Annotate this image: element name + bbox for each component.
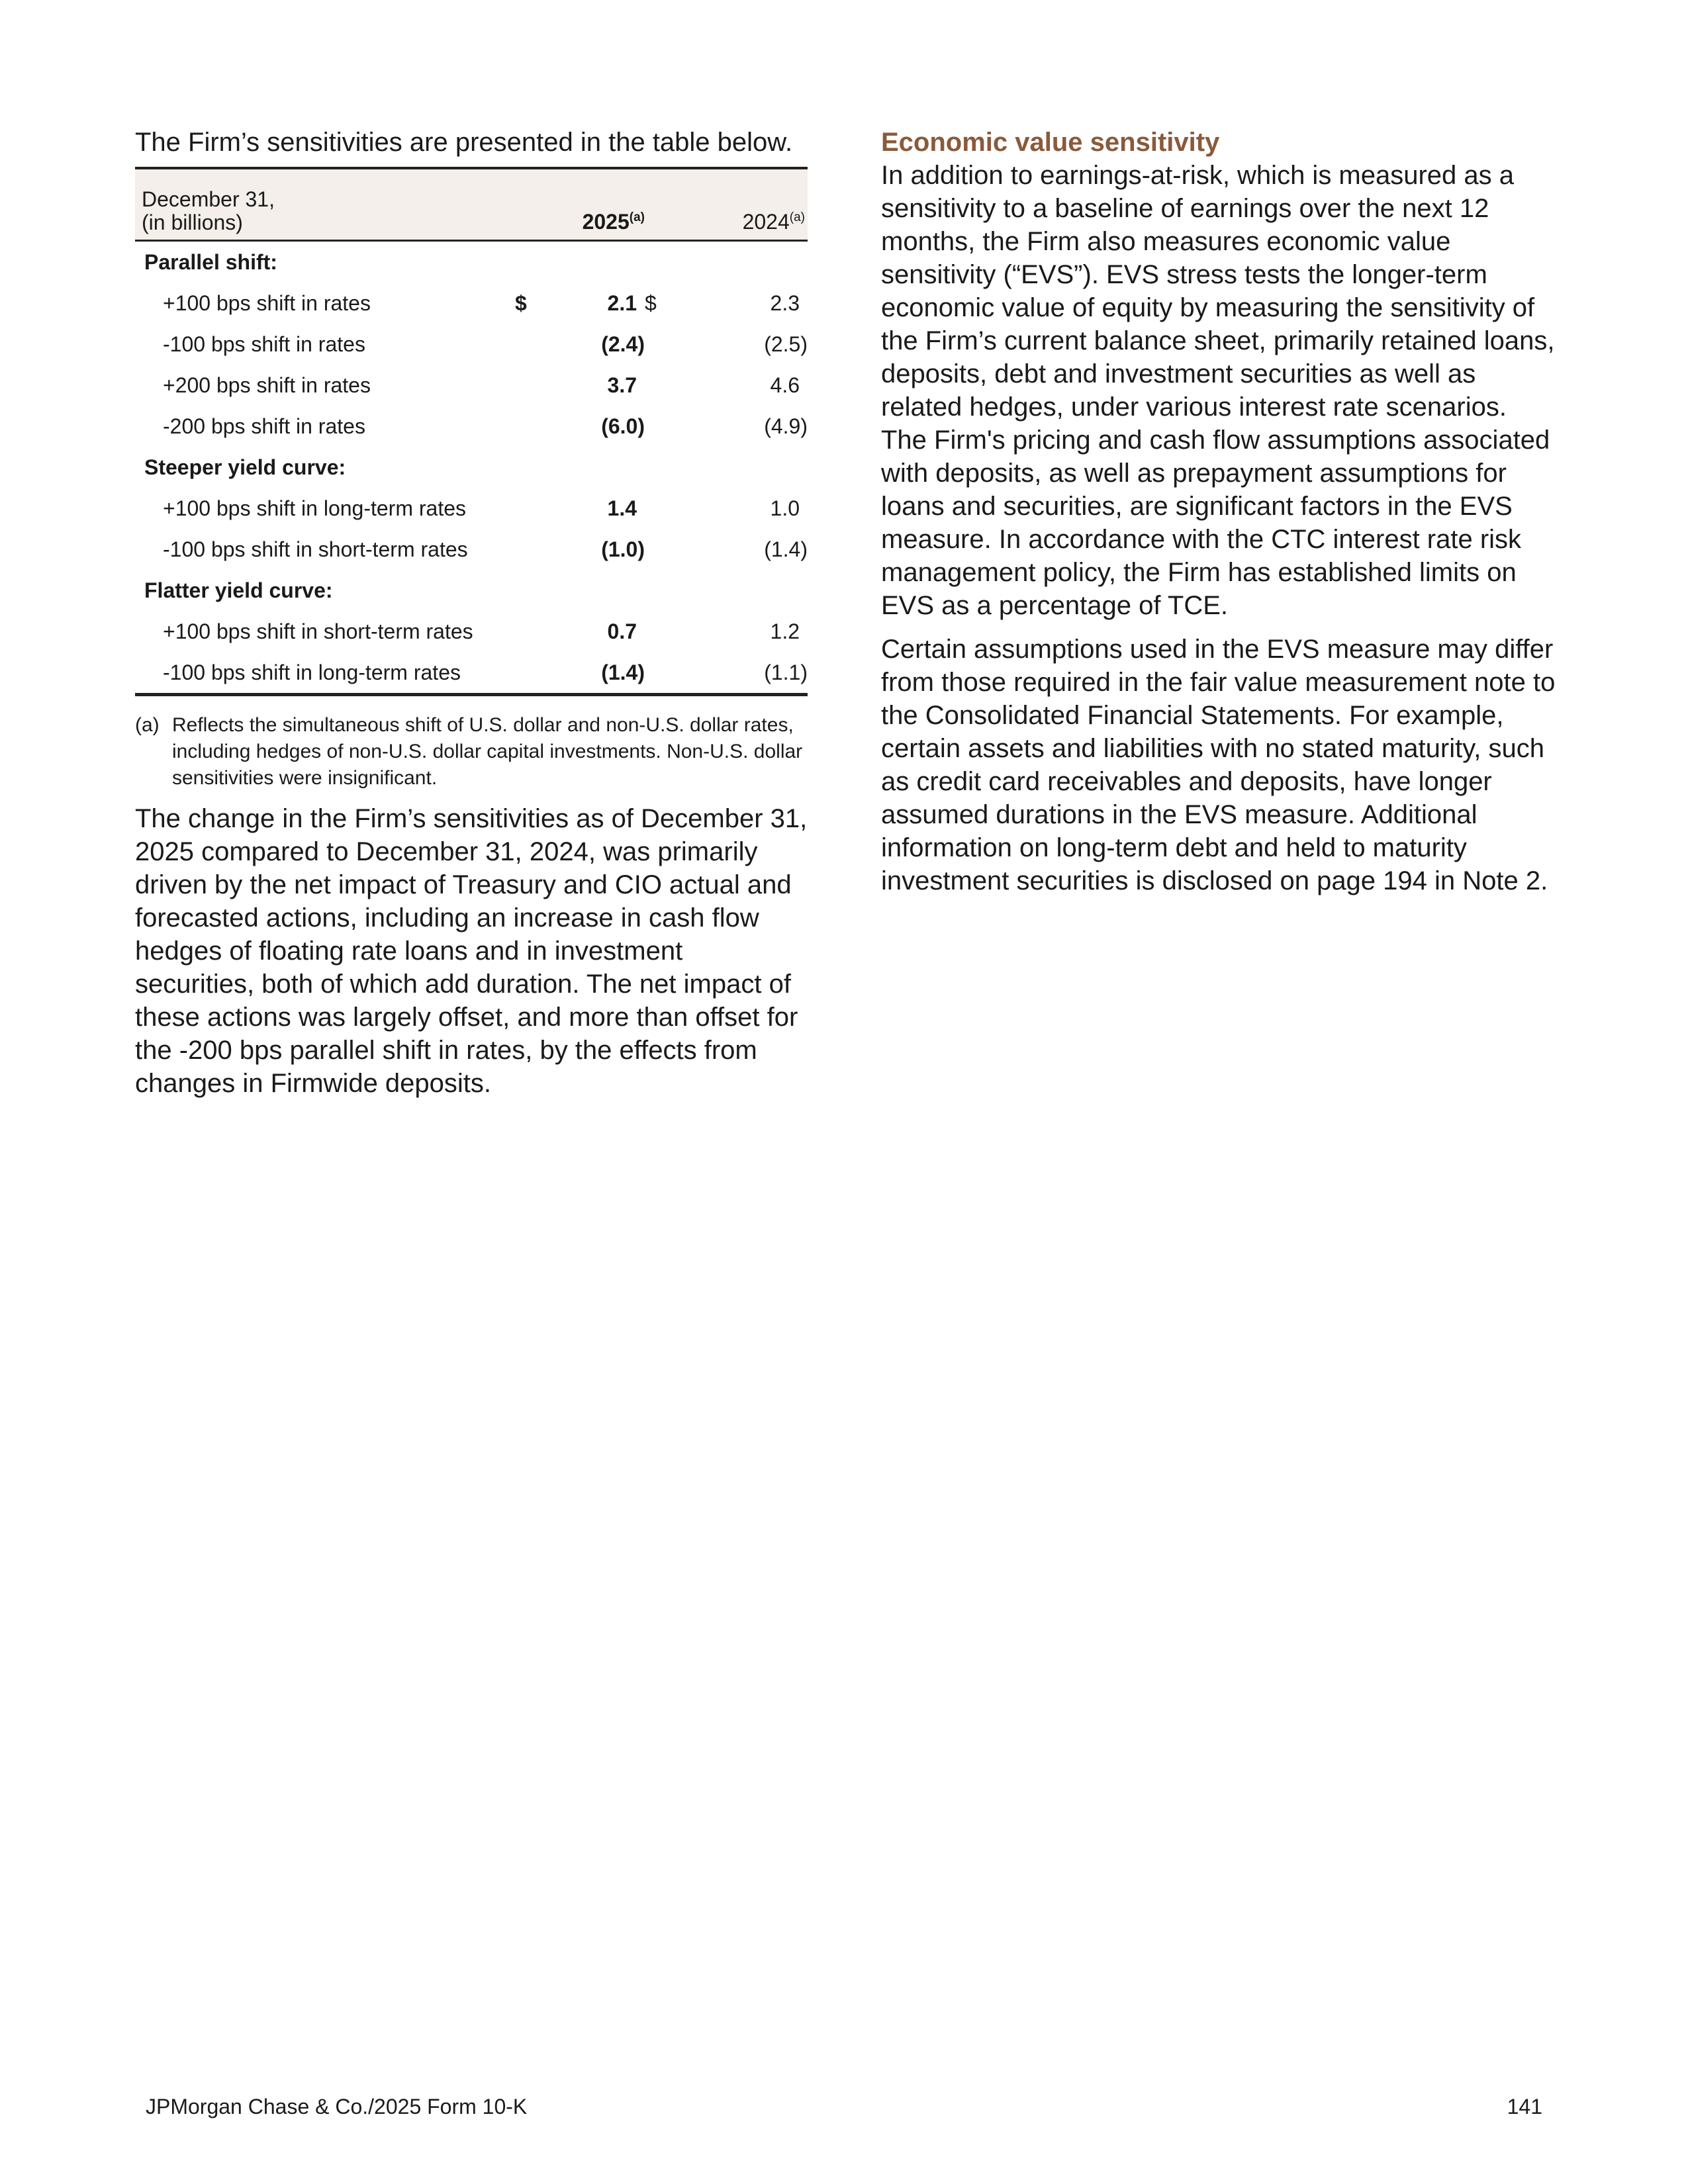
table-intro: The Firm’s sensitivities are presented in the table below.: [135, 128, 793, 157]
sensitivity-table: [135, 167, 808, 696]
table-row: +100 bps shift in short-term rates 0.7 1.2: [163, 619, 800, 643]
column-header-2025: 2025$^{(a)}$: [541, 168, 645, 241]
currency-symbol: $: [515, 291, 527, 315]
table-row: +100 bps shift in long-term rates 1.4 1.0: [163, 496, 800, 520]
footnote-mark: (a): [135, 714, 160, 736]
sensitivity-change-paragraph: The change in the Firm’s sensitivities as of December 31, 2025 compared to December 31, 2024, was primarily driven by the net impact of Treasury and CIO actual and forecasted actions, including an increase in cash flow hedges of floating rate loans and in investment securities, both of which add duration. The net impact of these actions was largely offset, and more than offset for the -200 bps parallel shift in rates, by the effects from changes in Firmwide deposits.: [135, 804, 808, 1098]
table-header-row: [135, 168, 808, 241]
column-header-2024: 2024$^{(a)}$: [678, 168, 808, 241]
section-row: Steeper yield curve:: [144, 455, 346, 479]
right-column: [881, 126, 1556, 897]
page-number: 141: [1507, 2095, 1542, 2118]
table-row: -200 bps shift in rates (6.0) (4.9): [163, 414, 808, 438]
table-row: -100 bps shift in long-term rates (1.4) (1.1): [163, 660, 808, 684]
evs-paragraph-1: In addition to earnings-at-risk, which is measured as a sensitivity to a baseline of earnings over the next 12 months, the Firm also measures economic value sensitivity (“EVS”). EVS stress tests the longer-term economic value of equity by measuring the sensitivity of the Firm’s current balance sheet, primarily retained loans, deposits, debt and investment securities as well as related hedges, under various interest rate scenarios. The Firm's pricing and cash flow assumptions associated with deposits, as well as prepayment assumptions for loans and securities, are significant factors in the EVS measure. In accordance with the CTC interest rate risk management policy, the Firm has established limits on EVS as a percentage of TCE.: [881, 161, 1555, 620]
currency-symbol: $: [645, 291, 657, 315]
table-row: -100 bps shift in short-term rates (1.0) (1.4): [163, 537, 808, 561]
section-row: Flatter yield curve:: [144, 578, 333, 602]
table-header-label: December 31, (in billions): [135, 168, 515, 241]
table-row: +100 bps shift in rates $ 2.1 $ 2.3: [135, 283, 808, 324]
left-column: [135, 126, 808, 1100]
evs-paragraph-2: Certain assumptions used in the EVS measure may differ from those required in the fair value measurement note to the Consolidated Financial Statements. For example, certain assets and liabilities with no stated maturity, such as credit card receivables and deposits, have longer assumed durations in the EVS measure. Additional information on long-term debt and held to maturity investment securities is disclosed on page 194 in Note 2.: [881, 635, 1556, 895]
table-footnote: [135, 712, 808, 792]
table-row: +200 bps shift in rates 3.7 4.6: [163, 373, 800, 397]
section-row: Parallel shift:: [144, 250, 277, 274]
table-row: -100 bps shift in rates (2.4) (2.5): [163, 332, 808, 356]
footer-title: JPMorgan Chase & Co./2025 Form 10-K: [146, 2095, 528, 2118]
footnote-text: Reflects the simultaneous shift of U.S. dollar and non-U.S. dollar rates, including hedges of non-U.S. dollar capital investments. Non-U.S. dollar sensitivities were insignificant.: [172, 714, 803, 789]
section-heading: Economic value sensitivity: [881, 128, 1220, 157]
